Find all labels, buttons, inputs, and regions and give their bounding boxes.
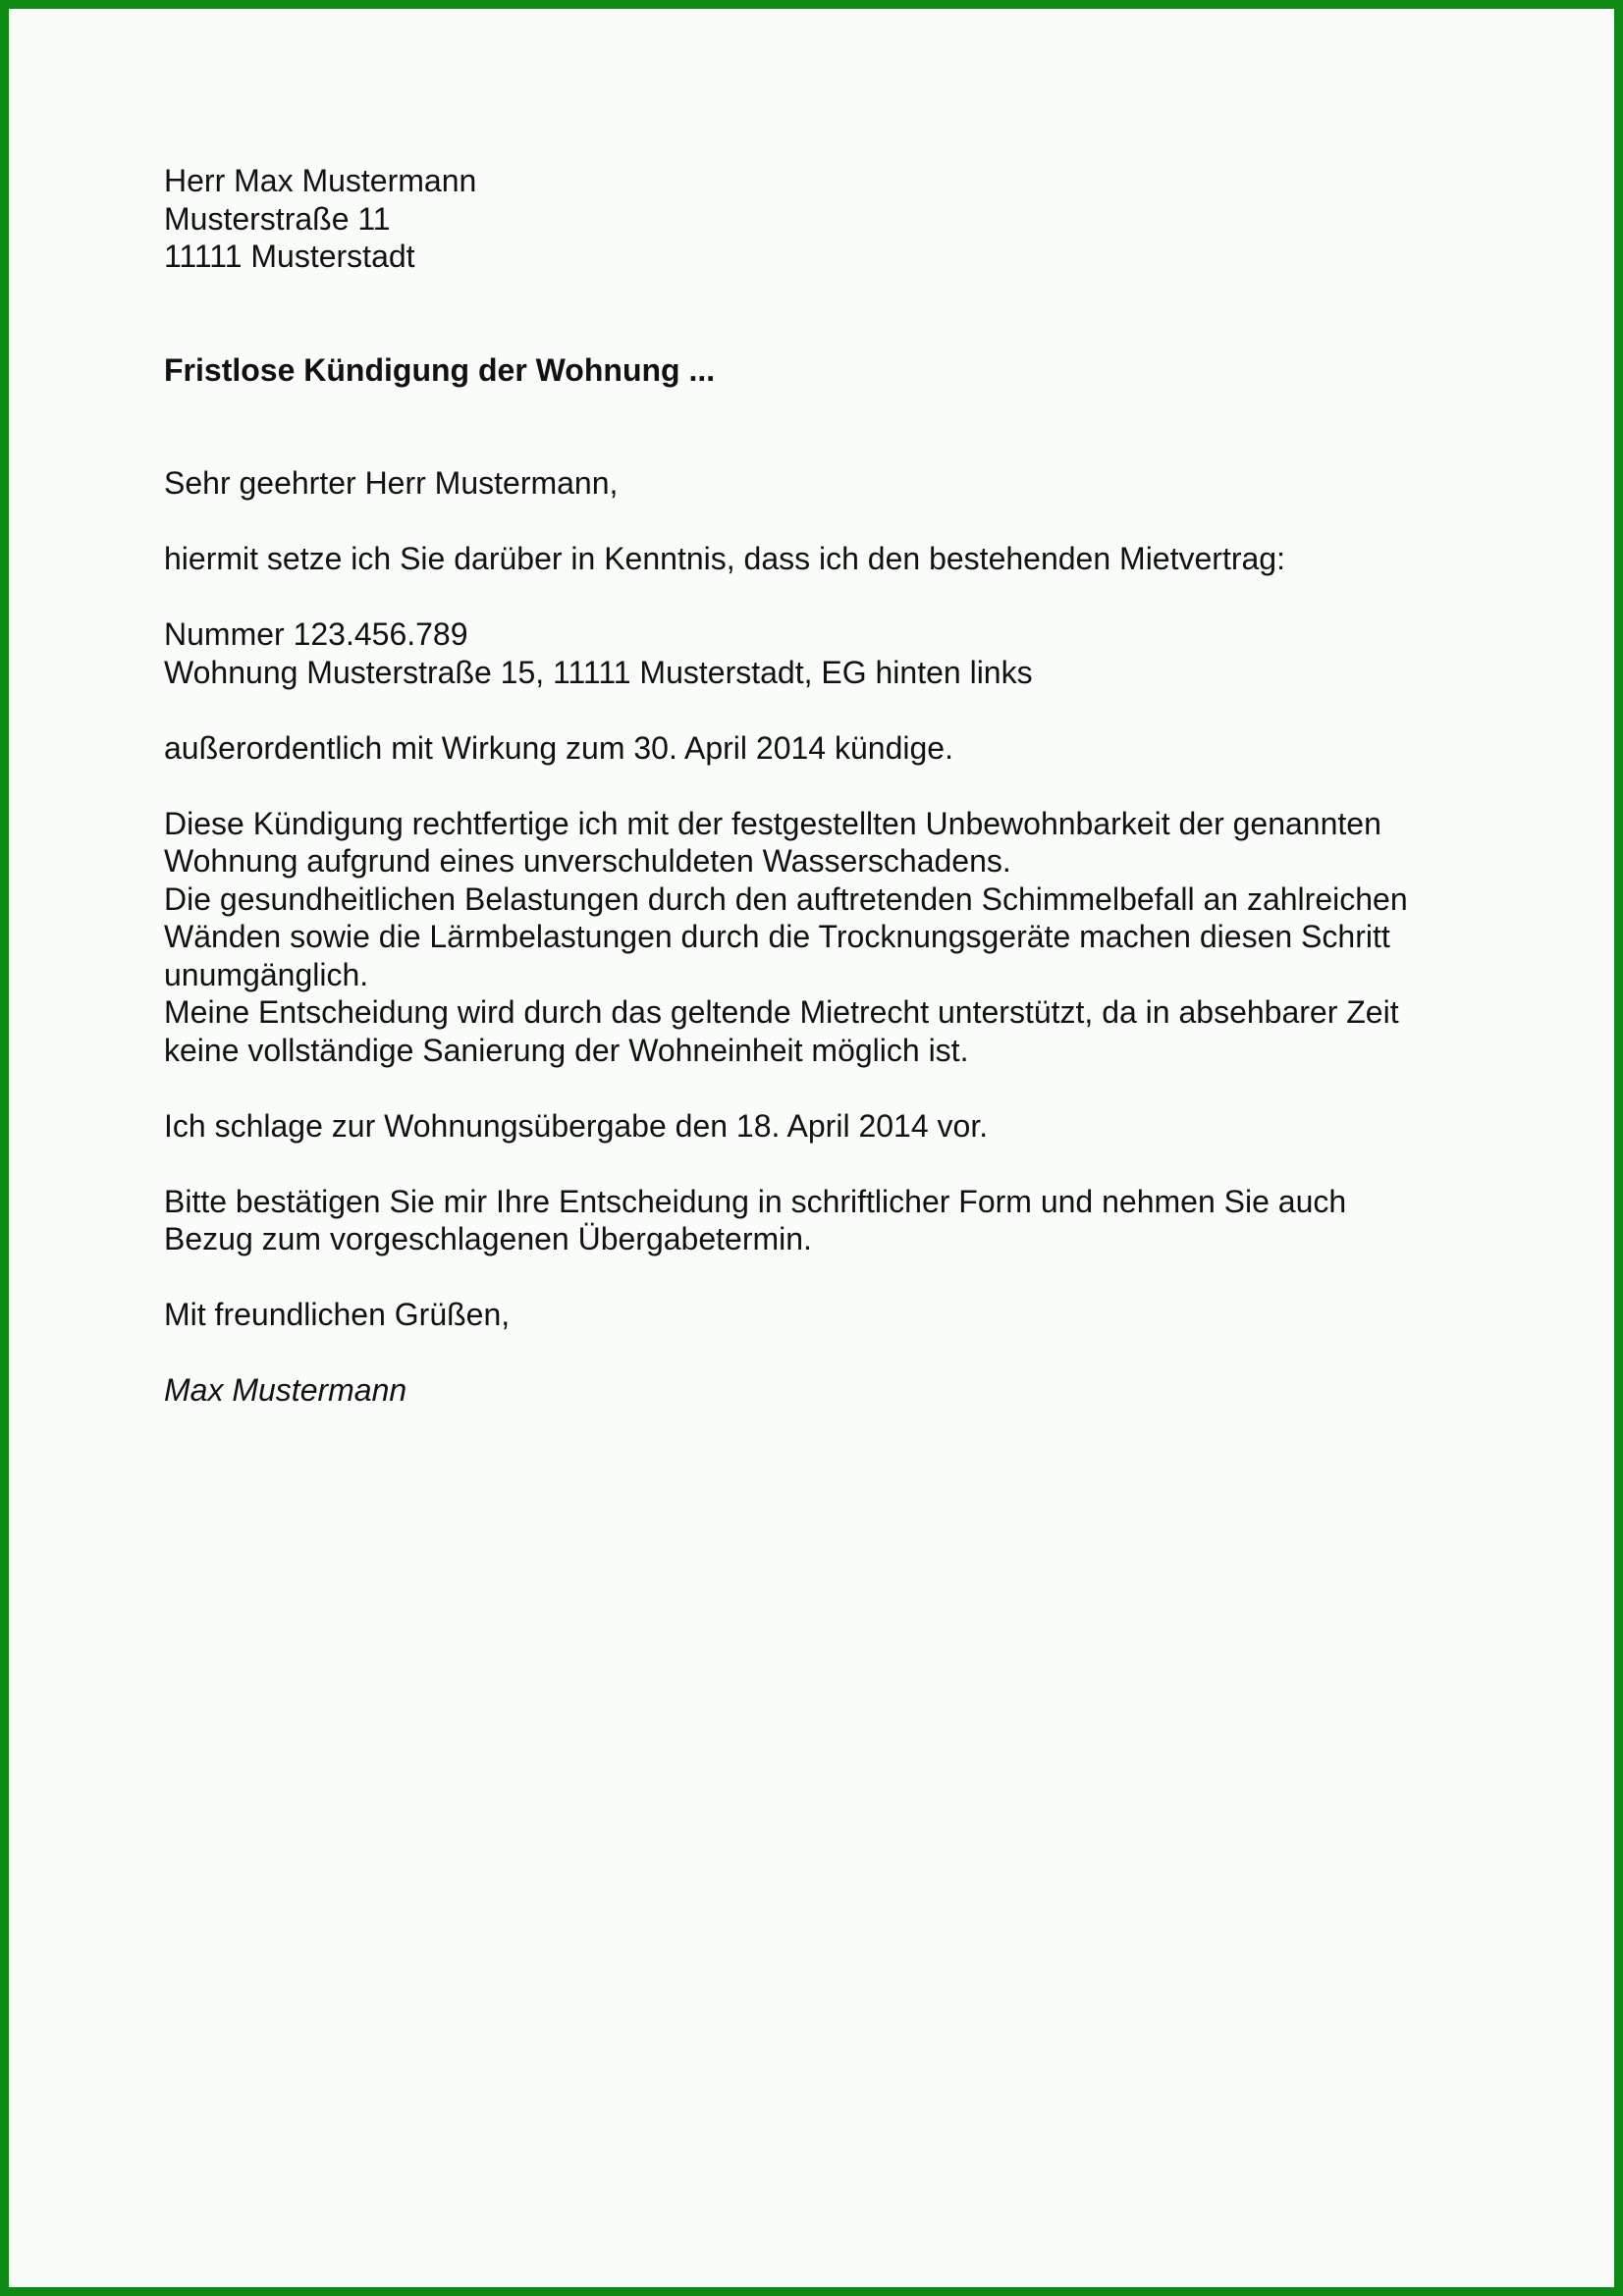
justification-line: Meine Entscheidung wird durch das geltende Mietrecht unterstützt, da in absehbarer Zeit [164, 994, 1399, 1030]
request-line: Bitte bestätigen Sie mir Ihre Entscheidung in schriftlicher Form und nehmen Sie auch [164, 1183, 1347, 1219]
justification-paragraph [164, 805, 1539, 1070]
closing-line: Mit freundlichen Grüßen, [164, 1297, 511, 1332]
handover-paragraph [164, 1107, 1539, 1146]
termination-line: außerordentlich mit Wirkung zum 30. April 2014 kündige. [164, 729, 953, 766]
sender-street: Musterstraße 11 [164, 200, 391, 237]
justification-line: Die gesundheitlichen Belastungen durch den auftretenden Schimmelbefall an zahlreichen [164, 881, 1408, 917]
letter-body [164, 162, 1539, 1410]
request-line: Bezug zum vorgeschlagenen Übergabetermin. [164, 1221, 812, 1256]
justification-line: Diese Kündigung rechtfertige ich mit der festgestellten Unbewohnbarkeit der genannten [164, 805, 1381, 841]
salutation-line: Sehr geehrter Herr Mustermann, [164, 465, 619, 501]
justification-line: Wänden sowie die Lärmbelastungen durch die Trocknungsgeräte machen diesen Schritt [164, 919, 1390, 954]
justification-line: keine vollständige Sanierung der Wohneinheit möglich ist. [164, 1032, 969, 1068]
justification-line: Wohnung aufgrund eines unverschuldeten Wasserschadens. [164, 843, 1011, 879]
closing-paragraph [164, 1296, 1539, 1334]
handover-line: Ich schlage zur Wohnungsübergabe den 18. April 2014 vor. [164, 1107, 989, 1144]
termination-paragraph [164, 729, 1539, 768]
letter-salutation [164, 464, 1539, 503]
sender-name: Herr Max Mustermann [164, 163, 477, 198]
intro-paragraph [164, 540, 1539, 578]
contract-apartment: Wohnung Musterstraße 15, 11111 Musterstadt, EG hinten links [164, 654, 1033, 690]
letter-subject [164, 351, 1539, 390]
signature-name: Max Mustermann [164, 1372, 407, 1408]
sender-address [164, 162, 1539, 276]
request-paragraph [164, 1183, 1539, 1258]
sender-city: 11111 Musterstadt [164, 239, 415, 274]
contract-details [164, 615, 1539, 691]
signature-block [164, 1371, 1539, 1410]
intro-line: hiermit setze ich Sie darüber in Kenntnis, dass ich den bestehenden Mietvertrag: [164, 541, 1285, 576]
contract-number: Nummer 123.456.789 [164, 616, 468, 652]
subject-line: Fristlose Kündigung der Wohnung ... [164, 351, 716, 388]
justification-line: unumgänglich. [164, 956, 369, 992]
